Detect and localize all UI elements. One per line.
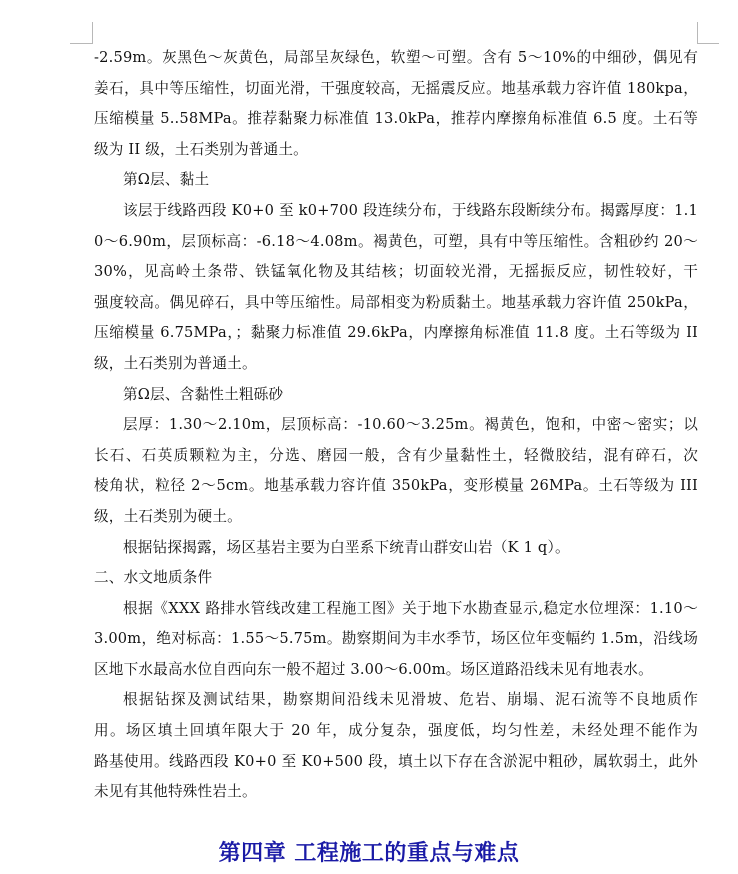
crop-mark-top-left-vertical (92, 22, 93, 44)
paragraph-line: 3.00m，绝对标高：1.55～5.75m。勘察期间为丰水季节，场区位年变幅约 1.5m，沿线场 (94, 630, 698, 648)
paragraph-line: 30%，见高岭土条带、铁锰氧化物及其结核；切面较光滑，无摇振反应，韧性较好，干 (94, 263, 698, 281)
paragraph-line: 区地下水最高水位自西向东一般不超过 3.00～6.00m。场区道路沿线未见有地表水。 (94, 660, 653, 678)
paragraph-line: 路基使用。线路西段 K0+0 至 K0+500 段，填土以下存在含淤泥中粗砂，属软弱土，此外 (94, 752, 698, 770)
chapter-title: 第四章 工程施工的重点与难点 (218, 841, 520, 866)
paragraph-line: 根据钻探及测试结果，勘察期间沿线未见滑坡、危岩、崩塌、泥石流等不良地质作 (123, 691, 698, 709)
paragraph-line: -2.59m。灰黑色～灰黄色，局部呈灰绿色，软塑～可塑。含有 5～10%的中细砂，偶见有 (94, 49, 698, 66)
paragraph-line: 棱角状，粒径 2～5cm。地基承载力容许值 350kPa，变形模量 26MPa。土石等级为 III (94, 477, 698, 495)
crop-mark-top-right-vertical (697, 22, 698, 44)
paragraph-line: 压缩模量 6.75MPa，；黏聚力标准值 29.6kPa，内摩擦角标准值 11.8 度。土石等级为 II (94, 324, 698, 342)
crop-mark-top-left-horizontal (70, 43, 92, 44)
section-heading-line: 根据钻探揭露，场区基岩主要为白垩系下统青山群安山岩（K 1 q）。 (123, 538, 570, 556)
paragraph-line: 压缩模量 5..58MPa。推荐黏聚力标准值 13.0kPa，推荐内摩擦角标准值 6.5 度。土石等 (94, 110, 698, 128)
paragraph-line: 根据《XXX 路排水管线改建工程施工图》关于地下水勘查显示,稳定水位埋深：1.10～ (123, 599, 698, 617)
paragraph-line: 级，土石类别为普通土。 (94, 354, 257, 372)
section-heading-line: 第Ω层、含黏性土粗砾砂 (123, 385, 284, 403)
section-heading-line: 第Ω层、黏土 (123, 171, 210, 189)
paragraph-line: 该层于线路西段 K0+0 至 k0+700 段连续分布，于线路东段断续分布。揭露厚度：1.1 (123, 201, 698, 219)
paragraph-line: 0～6.90m，层顶标高：-6.18～4.08m。褐黄色，可塑，具有中等压缩性。含粗砂约 20～ (94, 232, 698, 250)
paragraph-line: 未见有其他特殊性岩土。 (94, 783, 257, 801)
paragraph-line: 长石、石英质颗粒为主，分选、磨园一般，含有少量黏性土，轻微胶结，混有碎石，次 (94, 446, 698, 464)
paragraph-line: 级为 II 级，土石类别为普通土。 (94, 140, 308, 158)
paragraph-line: 用。场区填土回填年限大于 20 年，成分复杂，强度低，均匀性差，未经处理不能作为 (94, 722, 698, 740)
paragraph-line: 姜石，具中等压缩性，切面光滑，干强度较高，无摇震反应。地基承载力容许值 180kpa， (94, 79, 698, 97)
paragraph-line: 层厚：1.30～2.10m，层顶标高：-10.60～3.25m。褐黄色，饱和，中密～密实；以 (123, 416, 698, 434)
document-body (94, 43, 698, 808)
paragraph-line: 级，土石类别为硬土。 (94, 507, 242, 525)
paragraph-line: 二、水文地质条件 (94, 569, 213, 587)
crop-mark-top-right-horizontal (697, 43, 719, 44)
paragraph-line: 强度较高。偶见碎石，具中等压缩性。局部相变为粉质黏土。地基承载力容许值 250kPa， (94, 293, 698, 311)
